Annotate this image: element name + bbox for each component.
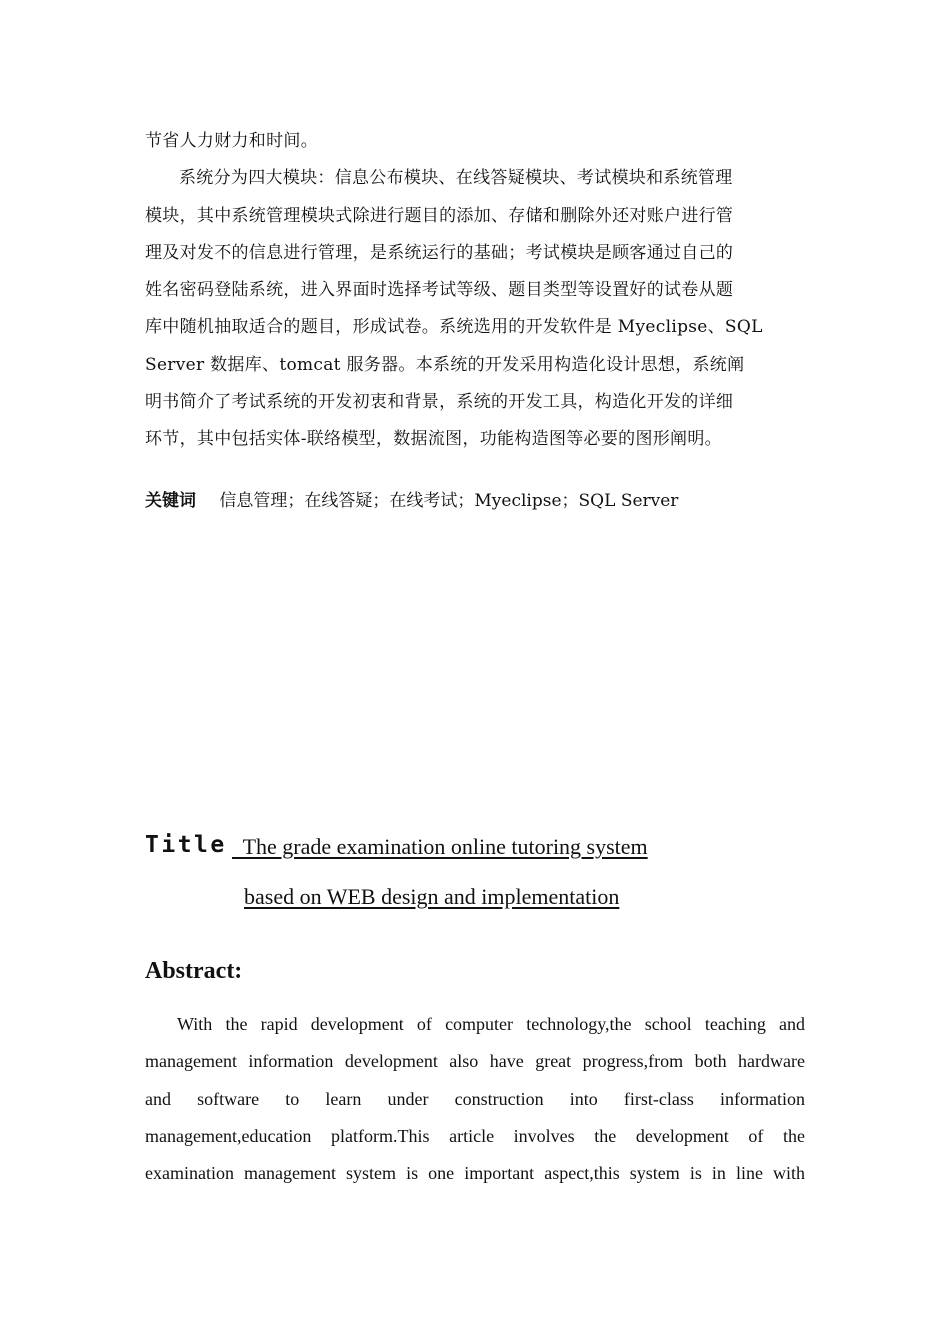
- keywords-label: 关键词: [145, 491, 196, 511]
- paragraph-line: 环节，其中包括实体-联络模型，数据流图，功能构造图等必要的图形阐明。: [145, 429, 722, 450]
- chinese-abstract-body: [145, 123, 807, 459]
- paragraph-line: 系统分为四大模块：信息公布模块、在线答疑模块、考试模块和系统管理: [179, 168, 733, 189]
- paragraph-line: 姓名密码登陆系统，进入界面时选择考试等级、题目类型等设置好的试卷从题: [145, 280, 734, 301]
- keywords-row: [145, 486, 678, 516]
- english-title-line-2: based on WEB design and implementation: [244, 884, 620, 909]
- english-title-line-1: The grade examination online tutoring system: [232, 834, 648, 859]
- english-title-label: Title: [145, 832, 227, 858]
- abstract-line: management,education platform.This article involves the development of the: [145, 1125, 805, 1146]
- paragraph-line: 模块，其中系统管理模块式除进行题目的添加、存储和删除外还对账户进行管: [145, 205, 734, 226]
- paragraph-line: 明书简介了考试系统的开发初衷和背景，系统的开发工具，构造化开发的详细: [145, 392, 734, 413]
- keywords-value: 信息管理；在线答疑；在线考试；Myeclipse；SQL Server: [219, 491, 679, 511]
- paragraph-line: Server 数据库、tomcat 服务器。本系统的开发采用构造化设计思想，系统阐: [145, 354, 745, 375]
- abstract-line: With the rapid development of computer technology,the school teaching and: [177, 1014, 805, 1034]
- english-abstract-body: [145, 1006, 805, 1192]
- abstract-heading: Abstract:: [145, 958, 243, 984]
- abstract-line: and software to learn under construction into first-class information: [145, 1088, 805, 1109]
- paragraph-line: 节省人力财力和时间。: [145, 131, 318, 151]
- abstract-line: management information development also have great progress,from both hardware: [145, 1051, 805, 1072]
- abstract-line: examination management system is one important aspect,this system is in line with: [145, 1163, 805, 1184]
- paragraph-line: 库中随机抽取适合的题目，形成试卷。系统选用的开发软件是 Myeclipse、SQL: [145, 317, 763, 338]
- paragraph-line: 理及对发不的信息进行管理，是系统运行的基础；考试模块是顾客通过自己的: [145, 242, 734, 263]
